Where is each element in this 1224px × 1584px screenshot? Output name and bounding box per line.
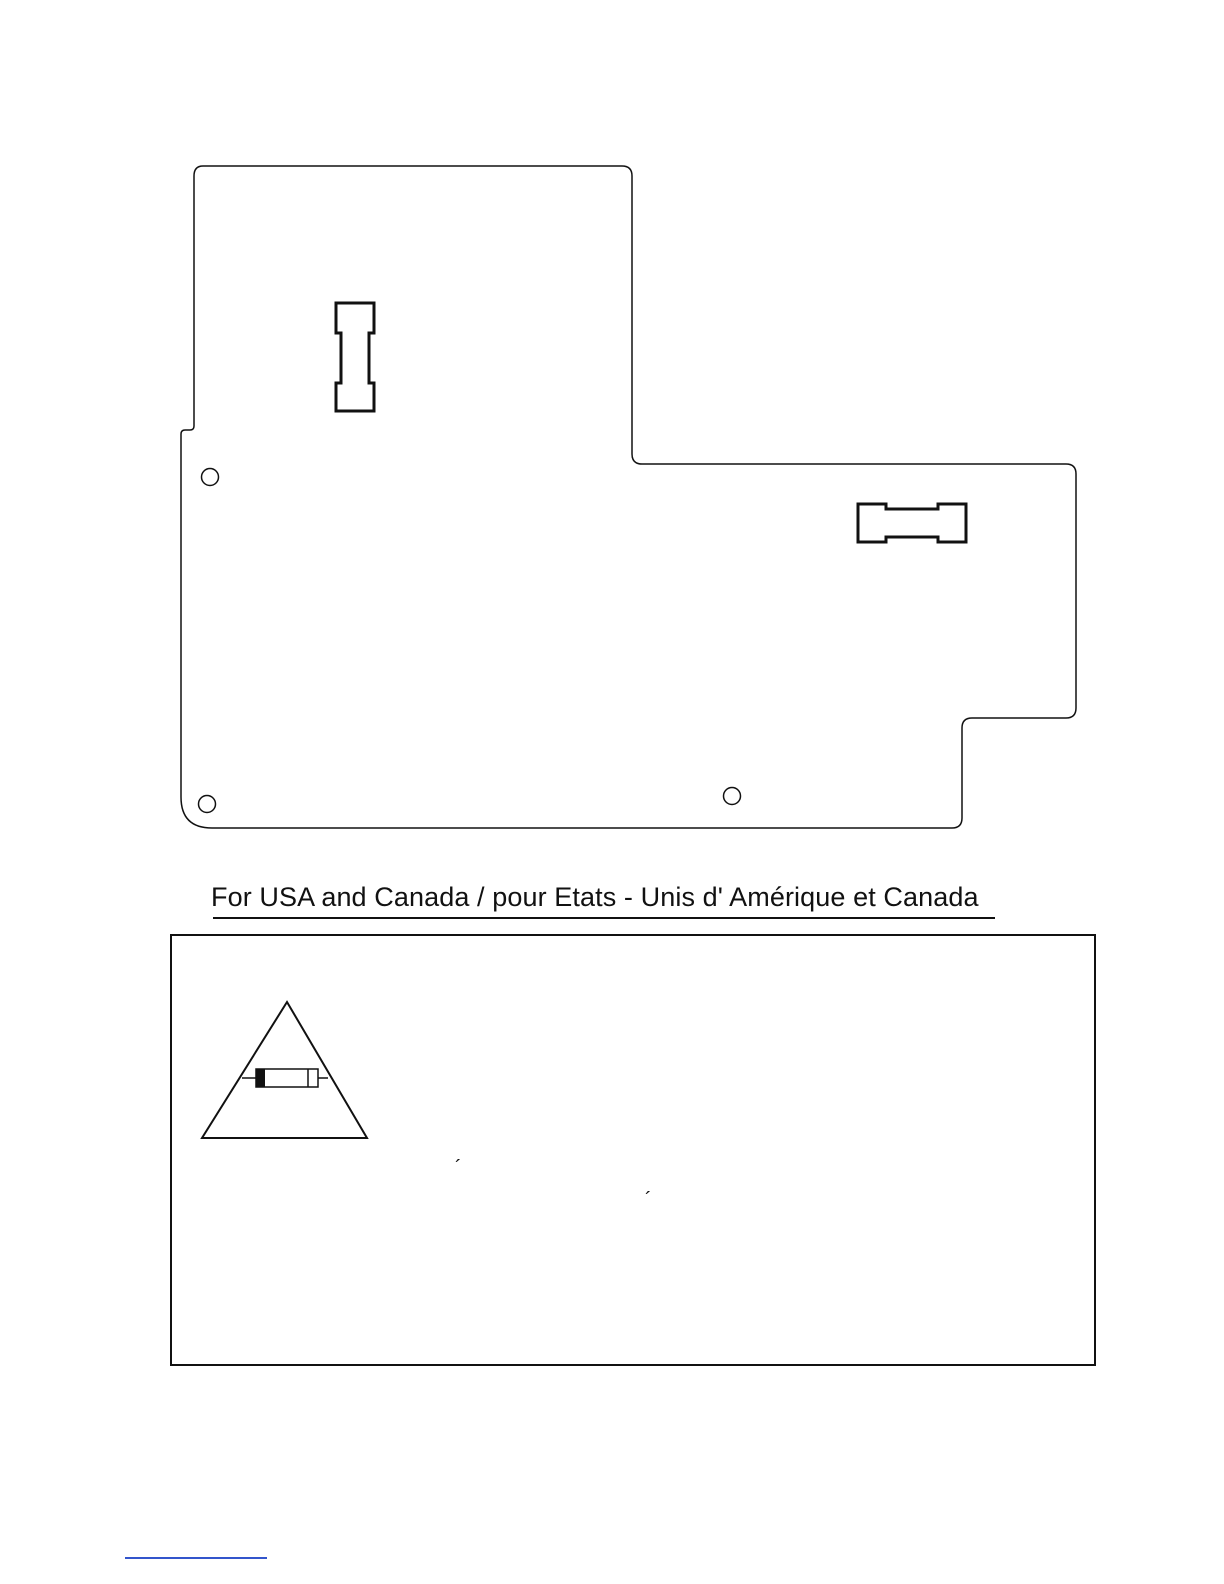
- connector-footprint-icon: [336, 303, 374, 411]
- mounting-hole-icon: [724, 788, 741, 805]
- caption-underline: [213, 917, 995, 919]
- connector-footprint-icon: [858, 504, 966, 542]
- mounting-hole-icon: [199, 796, 216, 813]
- accent-mark: ´: [645, 1189, 652, 1211]
- footer-rule: [125, 1557, 267, 1559]
- fuse-warning-triangle-icon: [200, 1000, 370, 1142]
- board-caption: For USA and Canada / pour Etats - Unis d' Amérique et Canada: [211, 882, 979, 912]
- fuse-warning-box: [170, 934, 1096, 1366]
- pcb-board-outline: [181, 166, 1076, 828]
- accent-mark: ´: [455, 1157, 462, 1179]
- mounting-hole-icon: [202, 469, 219, 486]
